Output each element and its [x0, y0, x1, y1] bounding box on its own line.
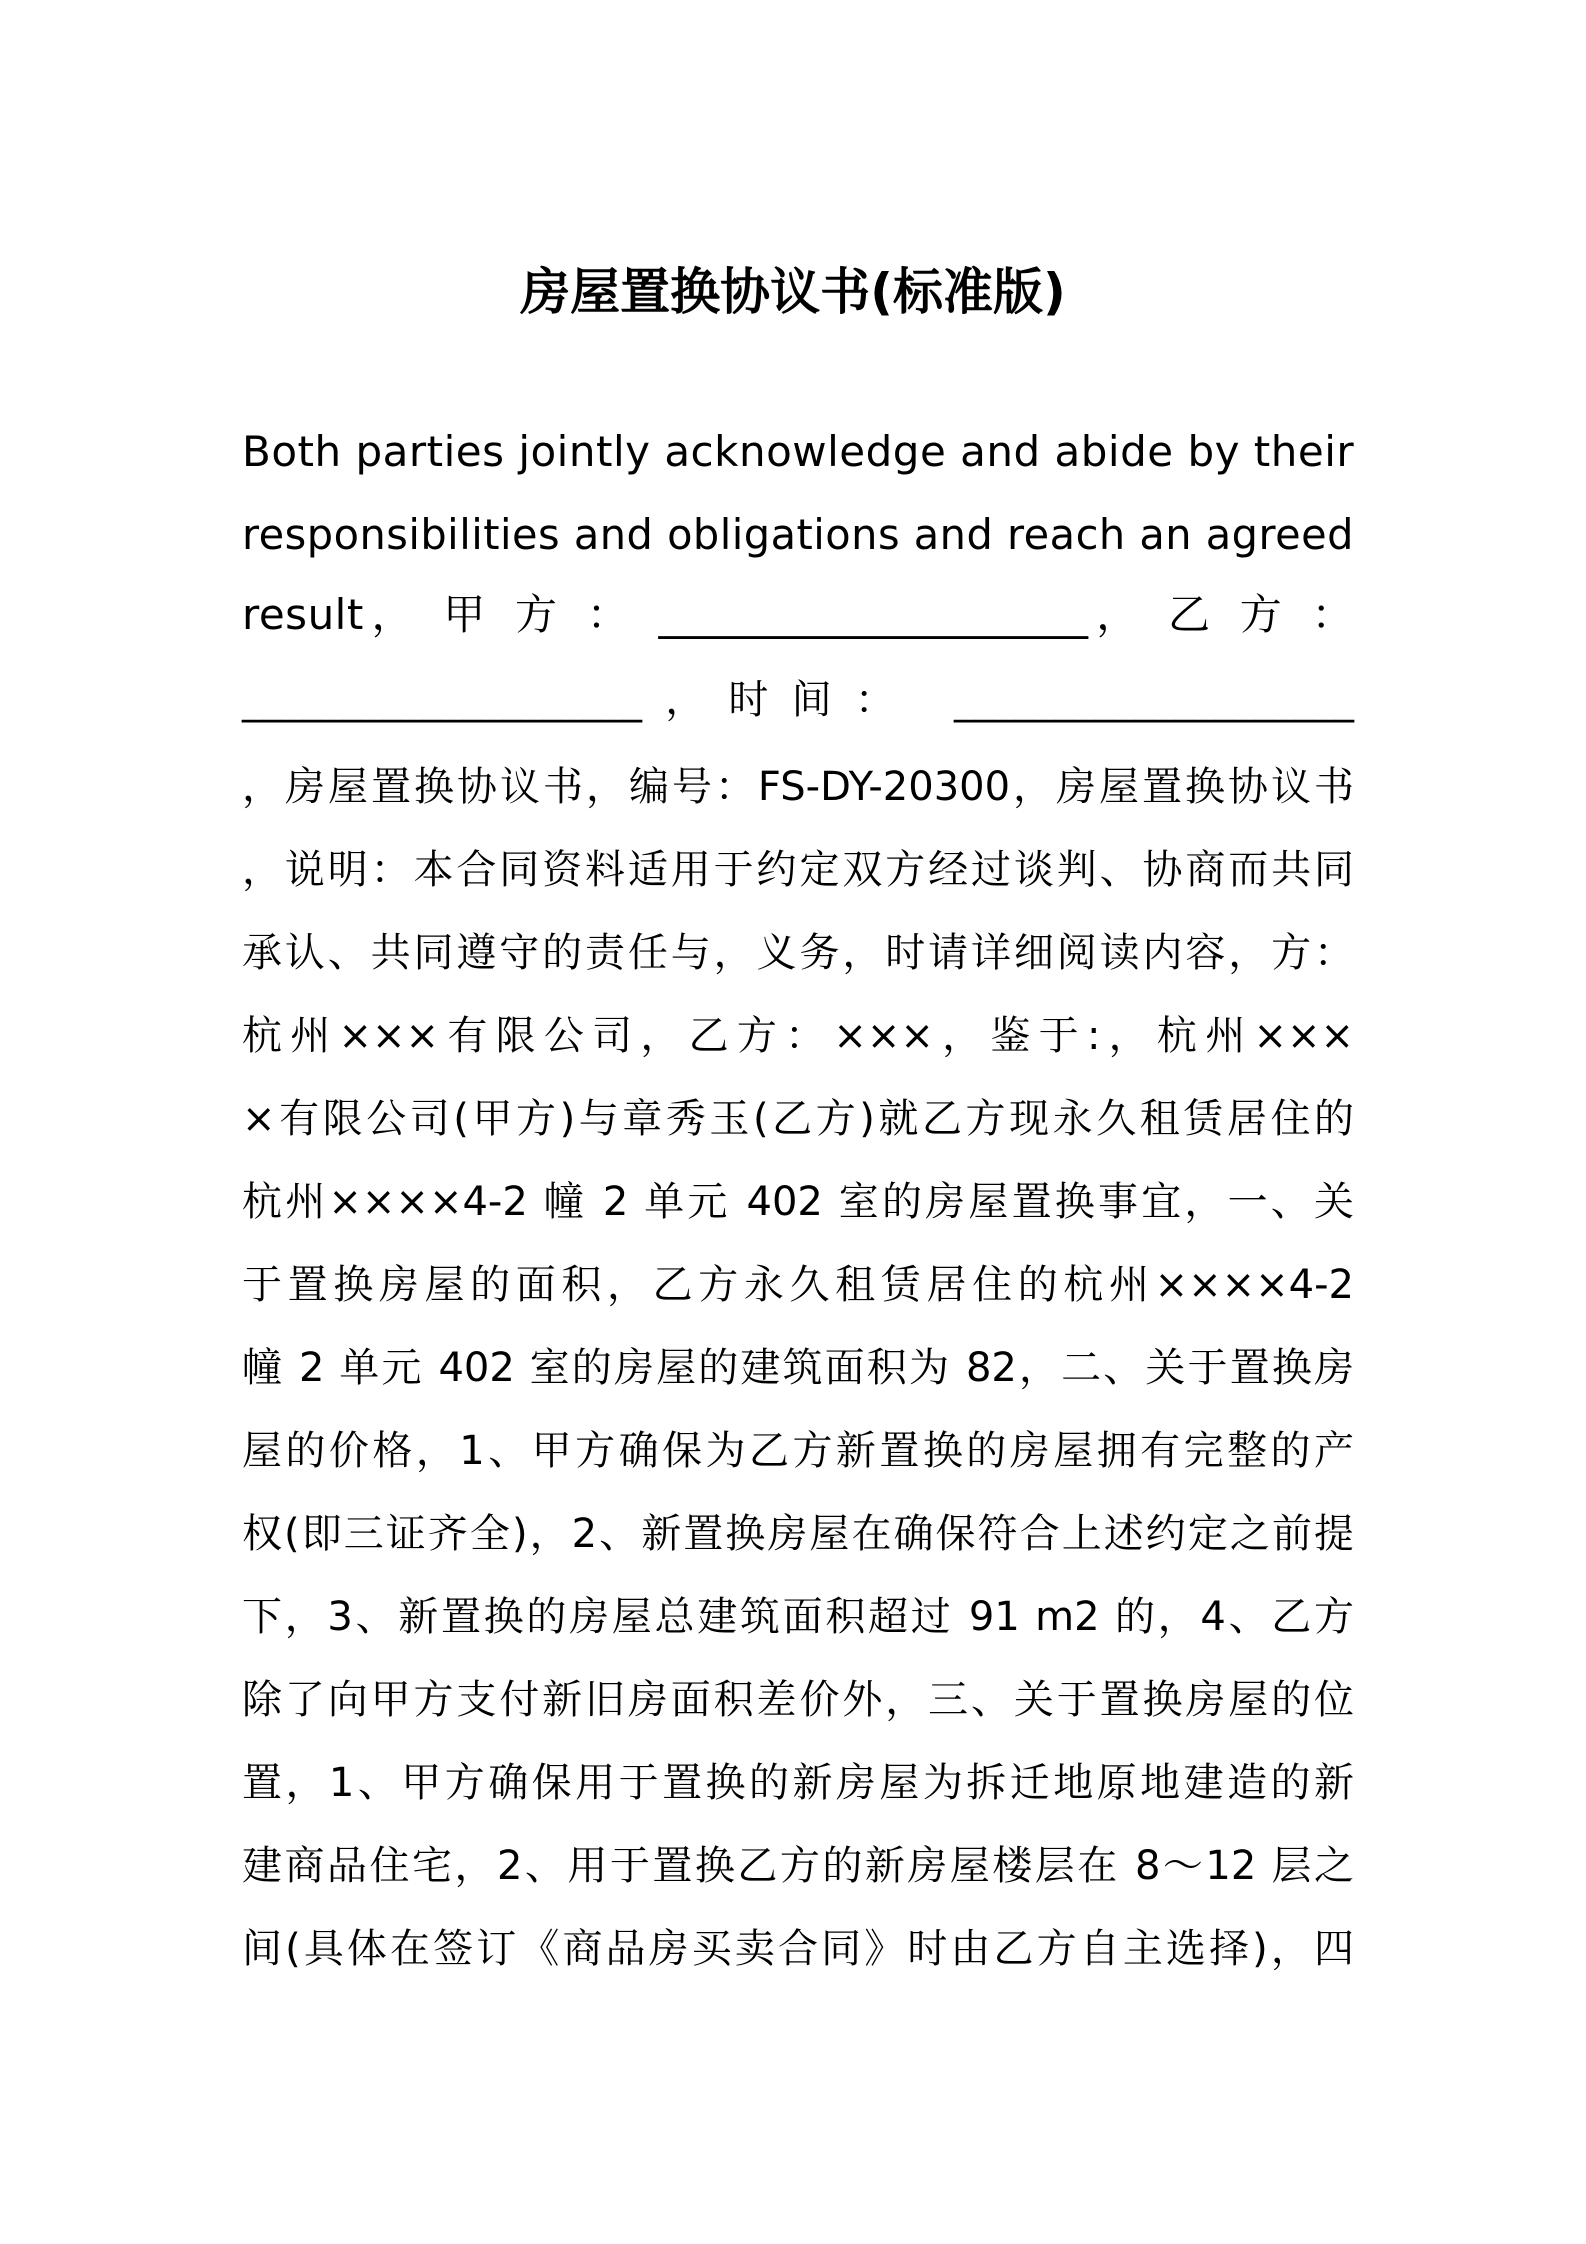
body-line: 建商品住宅，2、用于置换乙方的新房屋楼层在 8～12 层之	[242, 1843, 1354, 1889]
body-line: Both parties jointly acknowledge and abide by their	[242, 427, 1355, 476]
document-body	[242, 410, 1354, 1991]
body-line: 杭州×××有限公司，乙方：×××，鉴于:，杭州×××	[242, 1013, 1354, 1059]
body-line: 杭州××××4-2 幢 2 单元 402 室的房屋置换事宜，一、关	[242, 1179, 1354, 1225]
body-line-party-a-b-fields: result， 甲 方 ： ____________________， 乙 方 ：	[242, 590, 1354, 639]
body-line: 置，1、甲方确保用于置换的新房屋为拆迁地原地建造的新	[242, 1760, 1354, 1806]
body-line: ，房屋置换协议书，编号：FS-DY-20300，房屋置换协议书	[242, 764, 1354, 810]
body-line: 间(具体在签订《商品房买卖合同》时由乙方自主选择)，四	[242, 1926, 1354, 1972]
body-line: 下，3、新置换的房屋总建筑面积超过 91 m2 的，4、乙方	[242, 1594, 1354, 1640]
body-line: ，说明：本合同资料适用于约定双方经过谈判、协商而共同	[242, 847, 1354, 893]
body-line: 屋的价格，1、甲方确保为乙方新置换的房屋拥有完整的产	[242, 1428, 1354, 1474]
body-line: 承认、共同遵守的责任与，义务，时请详细阅读内容，方：	[242, 930, 1354, 976]
body-line: 幢 2 单元 402 室的房屋的建筑面积为 82，二、关于置换房	[242, 1345, 1354, 1391]
body-line-time-field: ____________________，时间： ____________________	[242, 677, 1354, 723]
body-line: 除了向甲方支付新旧房面积差价外，三、关于置换房屋的位	[242, 1677, 1354, 1723]
body-line: 于置换房屋的面积，乙方永久租赁居住的杭州××××4-2	[242, 1262, 1354, 1308]
document-title: 房屋置换协议书(标准版)	[520, 263, 1066, 321]
body-line: ×有限公司(甲方)与章秀玉(乙方)就乙方现永久租赁居住的	[242, 1096, 1354, 1142]
body-line: responsibilities and obligations and reach an agreed	[242, 510, 1354, 559]
body-line: 权(即三证齐全)，2、新置换房屋在确保符合上述约定之前提	[242, 1511, 1354, 1557]
